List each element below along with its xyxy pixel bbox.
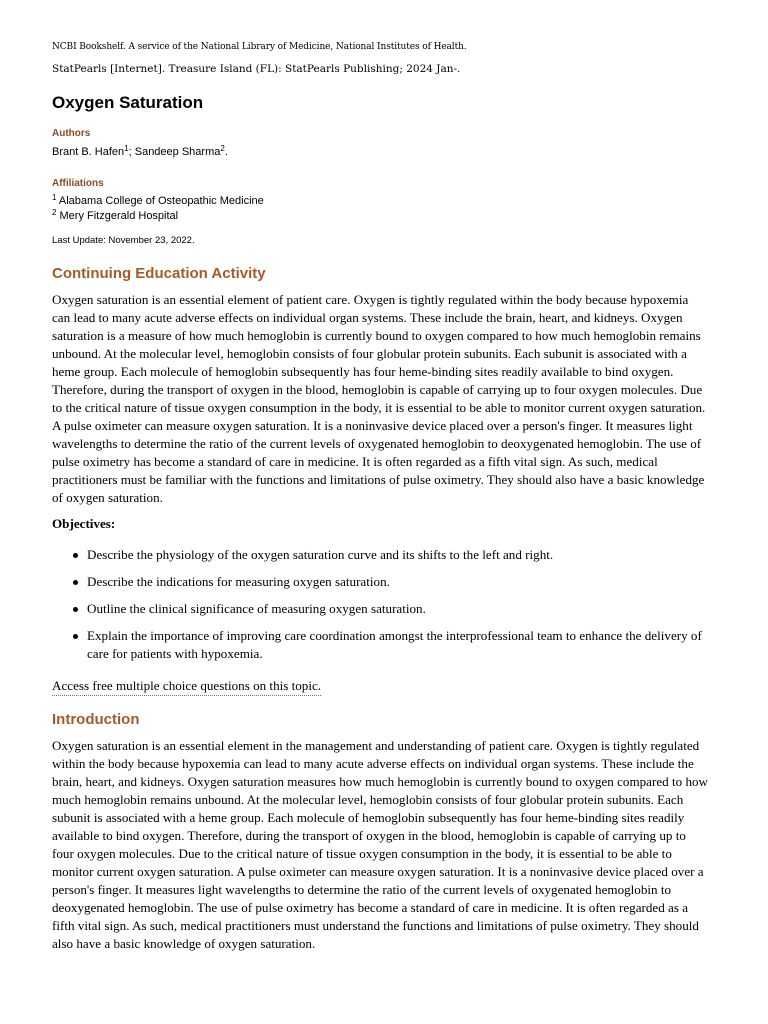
author-separator: ; [128,146,135,158]
last-update: Last Update: November 23, 2022. [52,235,195,246]
affiliation-item [52,195,264,207]
list-item: Describe the indications for measuring oxygen saturation. [52,573,708,591]
list-item: Outline the clinical significance of measuring oxygen saturation. [52,600,708,618]
affiliation-number: 2 [52,208,57,217]
affiliation-name: Alabama College of Osteopathic Medicine [58,195,264,207]
bookshelf-line: NCBI Bookshelf. A service of the National Library of Medicine, National Institutes of Health. [52,42,467,52]
author-name[interactable]: Brant B. Hafen [52,146,125,158]
section-heading-introduction: Introduction [52,711,140,728]
introduction-paragraph: Oxygen saturation is an essential element in the management and understanding of patient care. Oxygen is tightly regulated within the body because hypoxemia can lead to many acute adverse effects on individual organ systems. These include the brain, heart, and kidneys. Oxygen saturation measures how much hemoglobin is currently bound to oxygen compared to how much hemoglobin remains unbound. At the molecular level, hemoglobin consists of four globular protein subunits. Each subunit is associated with a heme group. Each molecule of hemoglobin subsequently has four heme-binding sites readily available to bind oxygen. Therefore, during the transport of oxygen in the blood, hemoglobin is capable of carrying up to four oxygen molecules. Due to the critical nature of tissue oxygen consumption in the body, it is essential to be able to monitor current oxygen saturation. A pulse oximeter can measure oxygen saturation. It is a noninvasive device placed over a person's finger. It measures light wavelengths to determine the ratio of the current levels of oxygenated hemoglobin to deoxygenated hemoglobin. The use of pulse oximetry has become a standard of care in medicine. It is often regarded as a fifth vital sign. As such, medical practitioners must understand the functions and limitations of pulse oximetry. They should also have a basic knowledge of oxygen saturation. [52,738,708,951]
affiliation-number: 1 [52,193,57,202]
access-mcq-link[interactable]: Access free multiple choice questions on this topic. [52,677,321,696]
citation: StatPearls [Internet]. Treasure Island (FL): StatPearls Publishing; 2024 Jan-. [52,63,461,75]
authors-line [52,146,228,158]
objectives-label: Objectives: [52,516,116,531]
objectives-list [52,546,708,672]
affiliations-heading: Affiliations [52,178,104,189]
list-item: Explain the importance of improving care coordination amongst the interprofessional team to enhance the delivery of care for patients with hypoxemia. [52,627,708,663]
affiliation-item [52,210,178,222]
page-title: Oxygen Saturation [52,93,204,112]
author-terminal: . [224,146,228,158]
author-name[interactable]: Sandeep Sharma [134,146,221,158]
section-heading-ce-activity: Continuing Education Activity [52,265,266,282]
author-affiliation-ref[interactable]: 1 [124,144,129,153]
authors-heading: Authors [52,128,91,139]
list-item: Describe the physiology of the oxygen saturation curve and its shifts to the left and right. [52,546,708,564]
ce-activity-paragraph: Oxygen saturation is an essential element of patient care. Oxygen is tightly regulated within the body because hypoxemia can lead to many acute adverse effects on individual organ systems. These include the brain, heart, and kidneys. Oxygen saturation is a measure of how much hemoglobin is currently bound to oxygen compared to how much hemoglobin remains unbound. At the molecular level, hemoglobin consists of four globular protein subunits. Each subunit is associated with a heme group. Each molecule of hemoglobin subsequently has four heme-binding sites readily available to bind oxygen. Therefore, during the transport of oxygen in the blood, hemoglobin is capable of carrying up to four oxygen molecules. Due to the critical nature of tissue oxygen consumption in the body, it is essential to be able to monitor current oxygen saturation. A pulse oximeter can measure oxygen saturation. It is a noninvasive device placed over a person's finger. It measures light wavelengths to determine the ratio of the current levels of oxygenated hemoglobin to deoxygenated hemoglobin. The use of pulse oximetry has become a standard of care in medicine. It is often regarded as a fifth vital sign. As such, medical practitioners must be familiar with the functions and limitations of pulse oximetry. They should also have a basic knowledge of oxygen saturation. [52,292,706,505]
affiliation-name: Mery Fitzgerald Hospital [59,210,179,222]
author-affiliation-ref[interactable]: 2 [220,144,225,153]
